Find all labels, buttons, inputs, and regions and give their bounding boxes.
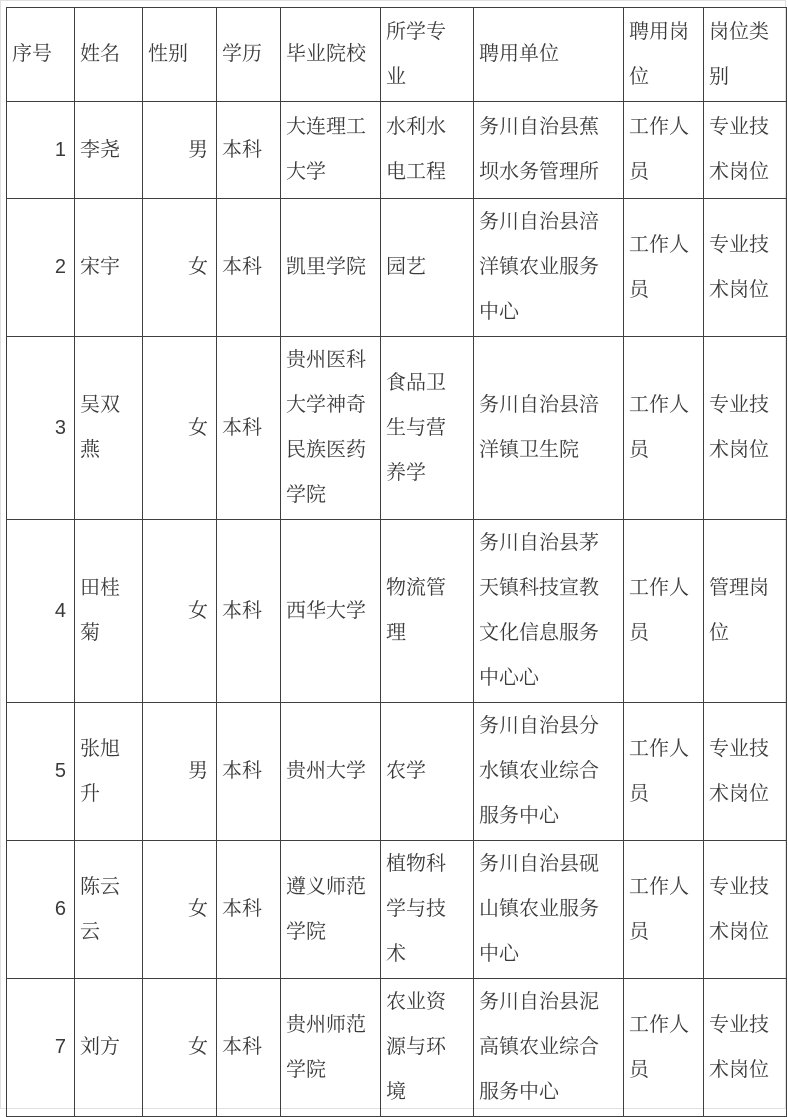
recruitment-roster-table <box>6 7 787 1117</box>
table-cell: 张旭升 <box>75 703 143 841</box>
table-cell: 吴双燕 <box>75 337 143 520</box>
table-cell: 李尧 <box>75 102 143 199</box>
header-row <box>7 8 787 102</box>
table-cell: 专业技术岗位 <box>704 337 787 520</box>
table-cell: 专业技术岗位 <box>704 841 787 979</box>
table-row <box>7 102 787 199</box>
table-cell: 5 <box>7 703 75 841</box>
header-cell-8: 岗位类别 <box>704 8 787 102</box>
table-cell: 务川自治县泥高镇农业综合服务中心 <box>474 979 624 1117</box>
table-cell: 3 <box>7 337 75 520</box>
table-cell: 工作人员 <box>624 520 704 703</box>
table-cell: 女 <box>143 520 217 703</box>
table-cell: 食品卫生与营养学 <box>381 337 474 520</box>
table-cell: 女 <box>143 337 217 520</box>
table-cell: 男 <box>143 703 217 841</box>
table-cell: 管理岗位 <box>704 520 787 703</box>
table-cell: 刘方 <box>75 979 143 1117</box>
table-cell: 专业技术岗位 <box>704 199 787 337</box>
table-cell: 本科 <box>217 703 281 841</box>
table-cell: 本科 <box>217 979 281 1117</box>
table-cell: 宋宇 <box>75 199 143 337</box>
table-cell: 农学 <box>381 703 474 841</box>
table-row <box>7 979 787 1117</box>
header-cell-3: 学历 <box>217 8 281 102</box>
table-cell: 园艺 <box>381 199 474 337</box>
table-cell: 水利水电工程 <box>381 102 474 199</box>
table-cell: 本科 <box>217 102 281 199</box>
table-row <box>7 703 787 841</box>
table-cell: 2 <box>7 199 75 337</box>
table-cell: 大连理工大学 <box>281 102 381 199</box>
table-cell: 7 <box>7 979 75 1117</box>
table-cell: 西华大学 <box>281 520 381 703</box>
table-cell: 植物科学与技术 <box>381 841 474 979</box>
header-cell-0: 序号 <box>7 8 75 102</box>
table-cell: 务川自治县砚山镇农业服务中心 <box>474 841 624 979</box>
table-row <box>7 841 787 979</box>
table-cell: 贵州师范学院 <box>281 979 381 1117</box>
table-cell: 1 <box>7 102 75 199</box>
table-cell: 女 <box>143 979 217 1117</box>
table-row <box>7 337 787 520</box>
header-cell-1: 姓名 <box>75 8 143 102</box>
header-cell-6: 聘用单位 <box>474 8 624 102</box>
table-cell: 女 <box>143 199 217 337</box>
table-cell: 务川自治县涪洋镇农业服务中心 <box>474 199 624 337</box>
table-cell: 工作人员 <box>624 703 704 841</box>
header-cell-5: 所学专业 <box>381 8 474 102</box>
table-cell: 物流管理 <box>381 520 474 703</box>
header-cell-2: 性别 <box>143 8 217 102</box>
table-cell: 女 <box>143 841 217 979</box>
table-cell: 工作人员 <box>624 199 704 337</box>
table-row <box>7 199 787 337</box>
table-cell: 本科 <box>217 337 281 520</box>
table-cell: 陈云云 <box>75 841 143 979</box>
table-cell: 专业技术岗位 <box>704 979 787 1117</box>
table-row <box>7 520 787 703</box>
header-cell-4: 毕业院校 <box>281 8 381 102</box>
table-cell: 男 <box>143 102 217 199</box>
table-cell: 农业资源与环境 <box>381 979 474 1117</box>
table-cell: 务川自治县涪洋镇卫生院 <box>474 337 624 520</box>
table-cell: 贵州大学 <box>281 703 381 841</box>
header-cell-7: 聘用岗位 <box>624 8 704 102</box>
table-body <box>7 102 787 1117</box>
table-cell: 本科 <box>217 199 281 337</box>
table-cell: 贵州医科大学神奇民族医药学院 <box>281 337 381 520</box>
table-cell: 务川自治县分水镇农业综合服务中心 <box>474 703 624 841</box>
table-cell: 工作人员 <box>624 337 704 520</box>
table-cell: 遵义师范学院 <box>281 841 381 979</box>
table-cell: 务川自治县茅天镇科技宣教文化信息服务中心心 <box>474 520 624 703</box>
table-cell: 工作人员 <box>624 102 704 199</box>
table-cell: 专业技术岗位 <box>704 102 787 199</box>
table-cell: 工作人员 <box>624 979 704 1117</box>
table-cell: 凯里学院 <box>281 199 381 337</box>
table-cell: 6 <box>7 841 75 979</box>
table-cell: 本科 <box>217 520 281 703</box>
table-cell: 务川自治县蕉坝水务管理所 <box>474 102 624 199</box>
table-cell: 田桂菊 <box>75 520 143 703</box>
table-cell: 本科 <box>217 841 281 979</box>
table-cell: 4 <box>7 520 75 703</box>
table-cell: 工作人员 <box>624 841 704 979</box>
table-cell: 专业技术岗位 <box>704 703 787 841</box>
